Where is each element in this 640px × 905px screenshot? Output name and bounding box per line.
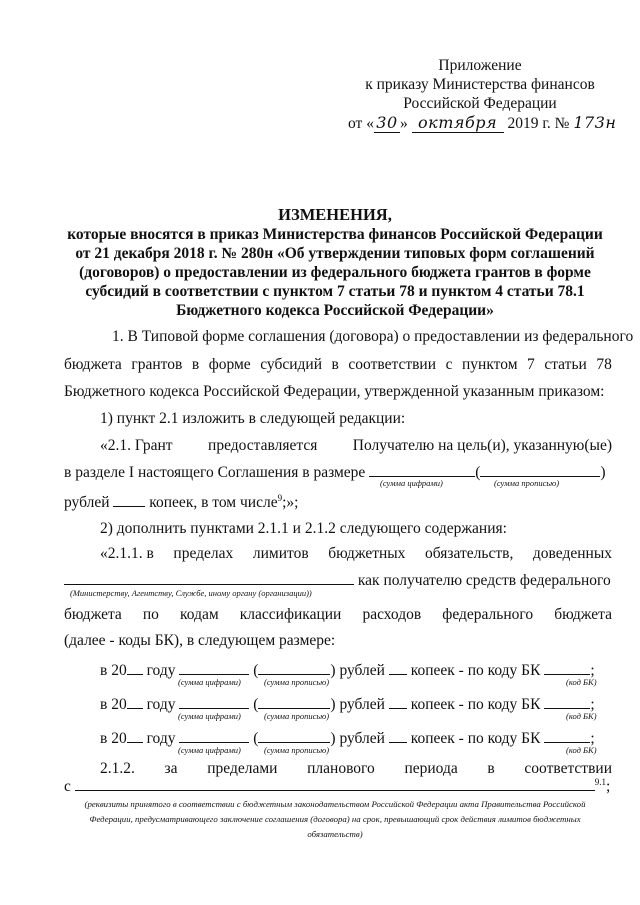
- legal-act-row: с $^{9.1}$;: [64, 776, 611, 795]
- caption-ministry: (Министерству, Агентству, Службе, иному органу (организации)): [70, 588, 312, 598]
- caption-sum-digits: (сумма цифрами): [380, 478, 443, 488]
- year-field[interactable]: [127, 694, 143, 709]
- order-date-row: от « 30 » октября 2019 г. № 173н: [348, 113, 617, 132]
- document-title: [40, 205, 630, 320]
- year-field[interactable]: [127, 728, 143, 743]
- ministry-field[interactable]: [64, 570, 354, 585]
- year-amount-row: в 20 году ( ) рублей копеек - по коду БК ;: [100, 730, 595, 747]
- body-text: 1) пункт 2.1 изложить в следующей редакции:: [100, 410, 406, 427]
- sum-words-field[interactable]: [480, 462, 600, 477]
- federation-label: Российской Федерации: [403, 95, 557, 112]
- appendix-header: [330, 56, 630, 133]
- caption-sum-words: (сумма прописью): [264, 677, 330, 687]
- caption-sum-words: (сумма прописью): [494, 478, 560, 488]
- legal-act-caption: (реквизиты принятого в соответствии с бюджетным законодательством Российской Федерации акта Правительства Российской Федерации, предусматривающего заключение соглашения (договора) на срок, превышающий срок действия лимитов бюджетных обязательств): [84, 799, 586, 839]
- handwritten-month: октября: [412, 113, 504, 133]
- title-main: ИЗМЕНЕНИЯ,: [278, 205, 392, 224]
- caption-budget-code: (код БК): [566, 677, 597, 687]
- title-line: субсидий в соответствии с пунктом 7 статьи 78 и пунктом 4 статьи 78.1: [85, 283, 585, 300]
- year-amount-row: в 20 году ( ) рублей копеек - по коду БК ;: [100, 696, 595, 713]
- title-line: от 21 декабря 2018 г. № 280н «Об утверждении типовых форм соглашений: [75, 245, 595, 262]
- legal-act-field[interactable]: [75, 776, 595, 791]
- handwritten-day: 30: [374, 113, 400, 133]
- body-text: 2) дополнить пунктами 2.1.1 и 2.1.2 следующего содержания:: [100, 520, 507, 537]
- ministry-row: как получателю средств федерального: [64, 570, 612, 590]
- body-text-justified: бюджета грантов в форме субсидий в соответствии с пунктом 7 статьи 78: [64, 356, 612, 373]
- order-reference: к приказу Министерства финансов: [365, 76, 595, 93]
- caption-budget-code: (код БК): [566, 711, 597, 721]
- body-text: 1. В Типовой форме соглашения (договора) о предоставлении из федерального: [112, 328, 634, 345]
- appendix-label: Приложение: [438, 57, 522, 74]
- grant-amount-row: в разделе I настоящего Соглашения в размере ( ): [64, 464, 606, 481]
- caption-sum-digits: (сумма цифрами): [178, 745, 241, 755]
- year-amount-row: в 20 году ( ) рублей копеек - по коду БК ;: [100, 662, 595, 679]
- handwritten-order-number: 173н: [573, 113, 617, 132]
- sum-words-field[interactable]: [258, 728, 330, 743]
- kopecks-field[interactable]: [113, 492, 145, 507]
- sum-digits-field[interactable]: [369, 462, 475, 477]
- caption-sum-digits: (сумма цифрами): [178, 711, 241, 721]
- body-text: (далее - коды БК), в следующем размере:: [64, 632, 336, 649]
- budget-code-field[interactable]: [544, 694, 590, 709]
- body-text-justified: 2.1.2. за пределами планового периода в соответствии: [100, 760, 612, 777]
- sum-digits-field[interactable]: [179, 728, 249, 743]
- kopecks-field[interactable]: [389, 694, 407, 709]
- caption-sum-words: (сумма прописью): [264, 711, 330, 721]
- year-field[interactable]: [127, 660, 143, 675]
- sum-digits-field[interactable]: [179, 660, 249, 675]
- title-line: Бюджетного кодекса Российской Федерации»: [176, 302, 494, 319]
- caption-budget-code: (код БК): [566, 745, 597, 755]
- caption-sum-words: (сумма прописью): [264, 745, 330, 755]
- caption-sum-digits: (сумма цифрами): [178, 677, 241, 687]
- body-text-justified: «2.1. Грант предоставляется Получателю на цель(и), указанную(ые): [100, 437, 612, 454]
- sum-words-field[interactable]: [258, 660, 330, 675]
- kopecks-field[interactable]: [389, 728, 407, 743]
- body-text-justified: «2.1.1. в пределах лимитов бюджетных обязательств, доведенных: [100, 545, 612, 562]
- body-text: Бюджетного кодекса Российской Федерации, утвержденной указанным приказом:: [64, 383, 605, 400]
- title-line: (договоров) о предоставлении из федерального бюджета грантов в форме: [79, 264, 591, 281]
- budget-code-field[interactable]: [544, 660, 590, 675]
- sum-digits-field[interactable]: [179, 694, 249, 709]
- sum-words-field[interactable]: [258, 694, 330, 709]
- kopecks-field[interactable]: [389, 660, 407, 675]
- title-line: которые вносятся в приказ Министерства финансов Российской Федерации: [67, 226, 603, 243]
- budget-code-field[interactable]: [544, 728, 590, 743]
- body-text-justified: бюджета по кодам классификации расходов федерального бюджета: [64, 606, 612, 623]
- rubles-kopecks-row: рублей копеек, в том числе$^9$;»;: [64, 492, 299, 511]
